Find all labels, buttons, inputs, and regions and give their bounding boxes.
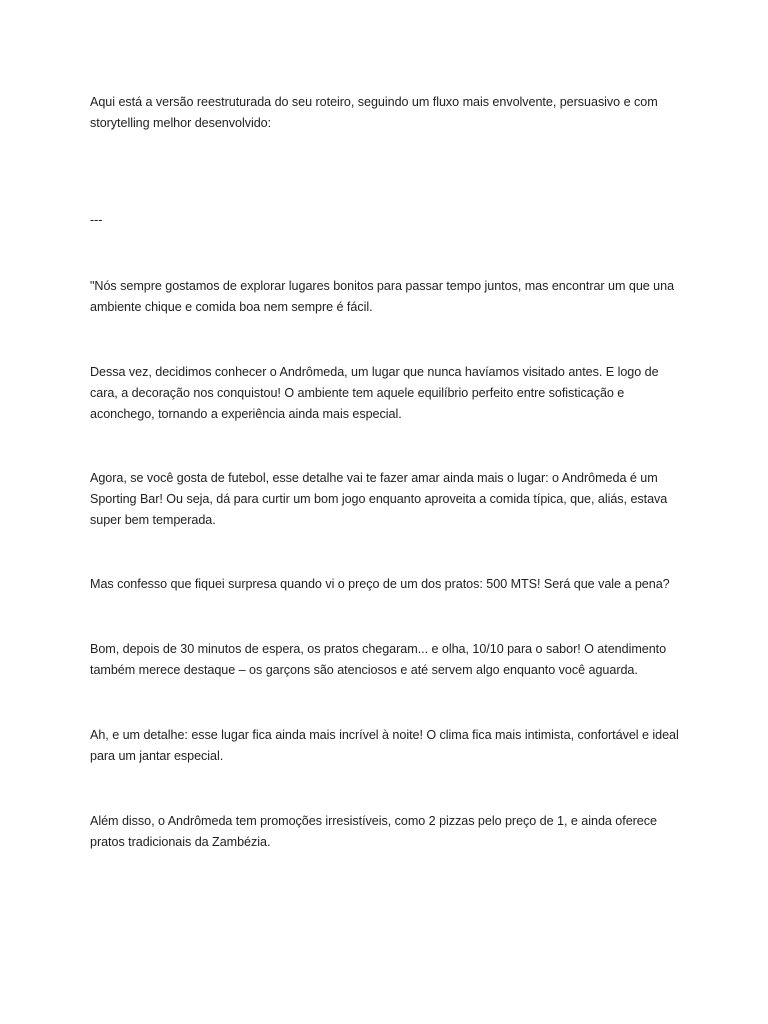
- paragraph-2: Dessa vez, decidimos conhecer o Andrômeda, um lugar que nunca havíamos visitado antes. E logo de cara, a decoração nos conquistou! O ambiente tem aquele equilíbrio perfeito entre sofisticação e aconchego, tornando a experiência ainda mais especial.: [90, 365, 659, 421]
- intro-paragraph: Aqui está a versão reestruturada do seu roteiro, seguindo um fluxo mais envolvente, persuasivo e com storytelling melhor desenvolvido:: [90, 95, 658, 130]
- paragraph-5: Bom, depois de 30 minutos de espera, os pratos chegaram... e olha, 10/10 para o sabor! O atendimento também merece destaque – os garçons são atenciosos e até servem algo enquanto você aguarda.: [90, 642, 667, 677]
- paragraph-4: Mas confesso que fiquei surpresa quando vi o preço de um dos pratos: 500 MTS! Será que vale a pena?: [90, 577, 670, 591]
- paragraph-3: Agora, se você gosta de futebol, esse detalhe vai te fazer amar ainda mais o lugar: o Andrômeda é um Sporting Bar! Ou seja, dá para curtir um bom jogo enquanto aproveita a comida típica, que, aliás, estava super bem temperada.: [90, 471, 668, 527]
- paragraph-6: Ah, e um detalhe: esse lugar fica ainda mais incrível à noite! O clima fica mais intimista, confortável e ideal para um jantar especial.: [90, 728, 679, 763]
- separator-line: ---: [90, 213, 103, 227]
- paragraph-7: Além disso, o Andrômeda tem promoções irresistíveis, como 2 pizzas pelo preço de 1, e ainda oferece pratos tradicionais da Zambézia.: [90, 814, 657, 849]
- paragraph-1: "Nós sempre gostamos de explorar lugares bonitos para passar tempo juntos, mas encontrar um que una ambiente chique e comida boa nem sempre é fácil.: [90, 279, 675, 314]
